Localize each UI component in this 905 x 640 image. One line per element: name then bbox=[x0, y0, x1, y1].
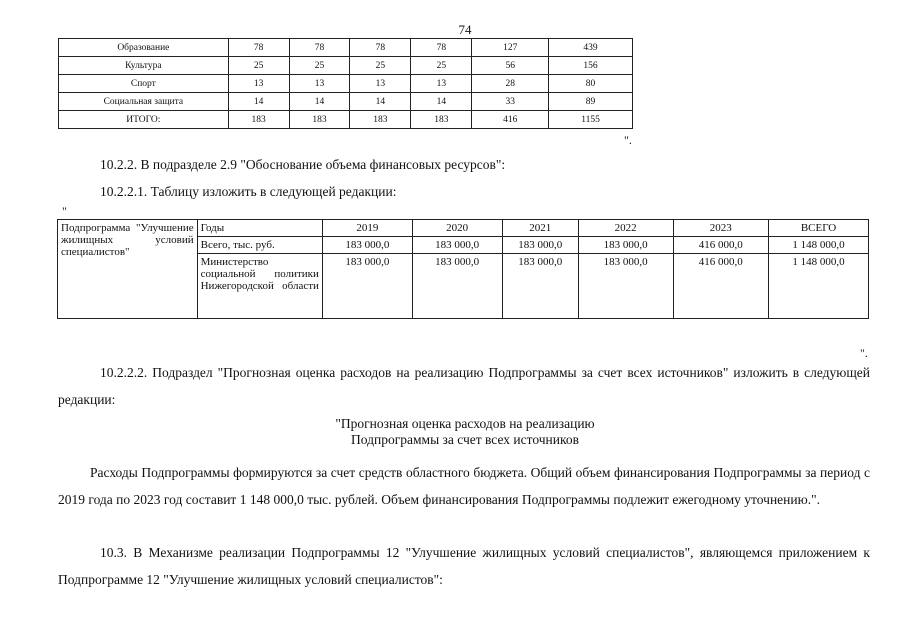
table-cell: 416 000,0 bbox=[673, 237, 769, 254]
table-cell: 183 bbox=[411, 111, 472, 129]
table-cell: 25 bbox=[228, 57, 289, 75]
row-label: ИТОГО: bbox=[59, 111, 229, 129]
table-cell: 56 bbox=[472, 57, 549, 75]
section-heading bbox=[0, 416, 905, 448]
table-cell: 78 bbox=[350, 39, 411, 57]
table-cell: 33 bbox=[472, 93, 549, 111]
table-cell: 14 bbox=[350, 93, 411, 111]
table-cell: 14 bbox=[289, 93, 350, 111]
table-cell: 183 bbox=[289, 111, 350, 129]
table-cell: 127 bbox=[472, 39, 549, 57]
table-cell: 439 bbox=[549, 39, 633, 57]
paragraph-10-2-2-2: 10.2.2.2. Подраздел "Прогнозная оценка расходов на реализацию Подпрограммы за счет всех источников" изложить в следующей редакции: bbox=[58, 365, 870, 407]
closing-quote: ". bbox=[624, 133, 632, 147]
section-heading-line: "Прогнозная оценка расходов на реализацию bbox=[335, 416, 595, 431]
table-cell: 183 000,0 bbox=[322, 237, 412, 254]
table-row bbox=[59, 57, 633, 75]
table-cell: 78 bbox=[411, 39, 472, 57]
column-header: ВСЕГО bbox=[769, 220, 869, 237]
table-cell: 183 000,0 bbox=[578, 254, 673, 319]
table-cell: 89 bbox=[549, 93, 633, 111]
table-cell: 1 148 000,0 bbox=[769, 254, 869, 319]
table-cell: 78 bbox=[289, 39, 350, 57]
table-row bbox=[59, 75, 633, 93]
program-label: Подпрограмма "Улучшение жилищных условий специалистов" bbox=[58, 220, 198, 319]
column-header: 2019 bbox=[322, 220, 412, 237]
table-cell: 183 000,0 bbox=[502, 237, 578, 254]
table-cell: 416 000,0 bbox=[673, 254, 769, 319]
table-cell: 183 000,0 bbox=[578, 237, 673, 254]
closing-quote: ". bbox=[860, 346, 868, 360]
table-cell: 1 148 000,0 bbox=[769, 237, 869, 254]
table-row bbox=[59, 39, 633, 57]
table-cell: 183 bbox=[228, 111, 289, 129]
table-cell: 78 bbox=[228, 39, 289, 57]
table-cell: 1155 bbox=[549, 111, 633, 129]
table-row bbox=[59, 93, 633, 111]
table-header-row bbox=[58, 220, 869, 237]
row-label: Культура bbox=[59, 57, 229, 75]
row-label: Всего, тыс. руб. bbox=[197, 237, 322, 254]
table-cell: 14 bbox=[228, 93, 289, 111]
section-heading-line: Подпрограммы за счет всех источников bbox=[351, 432, 579, 447]
paragraph-10-2-2: 10.2.2. В подразделе 2.9 "Обоснование объема финансовых ресурсов": bbox=[100, 157, 506, 172]
funding-table-top bbox=[58, 38, 633, 129]
table-cell: 13 bbox=[350, 75, 411, 93]
page-number: 74 bbox=[458, 22, 472, 37]
table-cell: 416 bbox=[472, 111, 549, 129]
table-row-total bbox=[59, 111, 633, 129]
table-cell: 183 000,0 bbox=[322, 254, 412, 319]
table-cell: 25 bbox=[411, 57, 472, 75]
column-header: 2023 bbox=[673, 220, 769, 237]
column-header: 2022 bbox=[578, 220, 673, 237]
table-cell: 183 000,0 bbox=[412, 254, 502, 319]
column-header: Годы bbox=[197, 220, 322, 237]
paragraph-10-2-2-1: 10.2.2.1. Таблицу изложить в следующей редакции: bbox=[100, 184, 397, 199]
paragraph-10-3: 10.3. В Механизме реализации Подпрограммы 12 "Улучшение жилищных условий специалистов", являющемся приложением к Подпрограмме 12 "Улучшение жилищных условий специалистов": bbox=[58, 545, 870, 587]
table-cell: 183 000,0 bbox=[412, 237, 502, 254]
funding-table bbox=[57, 219, 869, 319]
table-cell: 25 bbox=[289, 57, 350, 75]
table-cell: 28 bbox=[472, 75, 549, 93]
row-label: Социальная защита bbox=[59, 93, 229, 111]
row-label: Министерство социальной политики Нижегородской области bbox=[197, 254, 322, 319]
table-cell: 13 bbox=[411, 75, 472, 93]
table-cell: 13 bbox=[289, 75, 350, 93]
table-cell: 13 bbox=[228, 75, 289, 93]
column-header: 2020 bbox=[412, 220, 502, 237]
table-cell: 80 bbox=[549, 75, 633, 93]
table-cell: 183 bbox=[350, 111, 411, 129]
table-cell: 156 bbox=[549, 57, 633, 75]
table-cell: 183 000,0 bbox=[502, 254, 578, 319]
table-cell: 25 bbox=[350, 57, 411, 75]
row-label: Образование bbox=[59, 39, 229, 57]
row-label: Спорт bbox=[59, 75, 229, 93]
paragraph-expenses: Расходы Подпрограммы формируются за счет средств областного бюджета. Общий объем финансирования Подпрограммы за период с 2019 года по 2023 год составит 1 148 000,0 тыс. рублей. Объем финансирования Подпрограммы подлежит ежегодному уточнению.". bbox=[58, 465, 870, 507]
column-header: 2021 bbox=[502, 220, 578, 237]
opening-quote: " bbox=[62, 204, 67, 218]
table-cell: 14 bbox=[411, 93, 472, 111]
